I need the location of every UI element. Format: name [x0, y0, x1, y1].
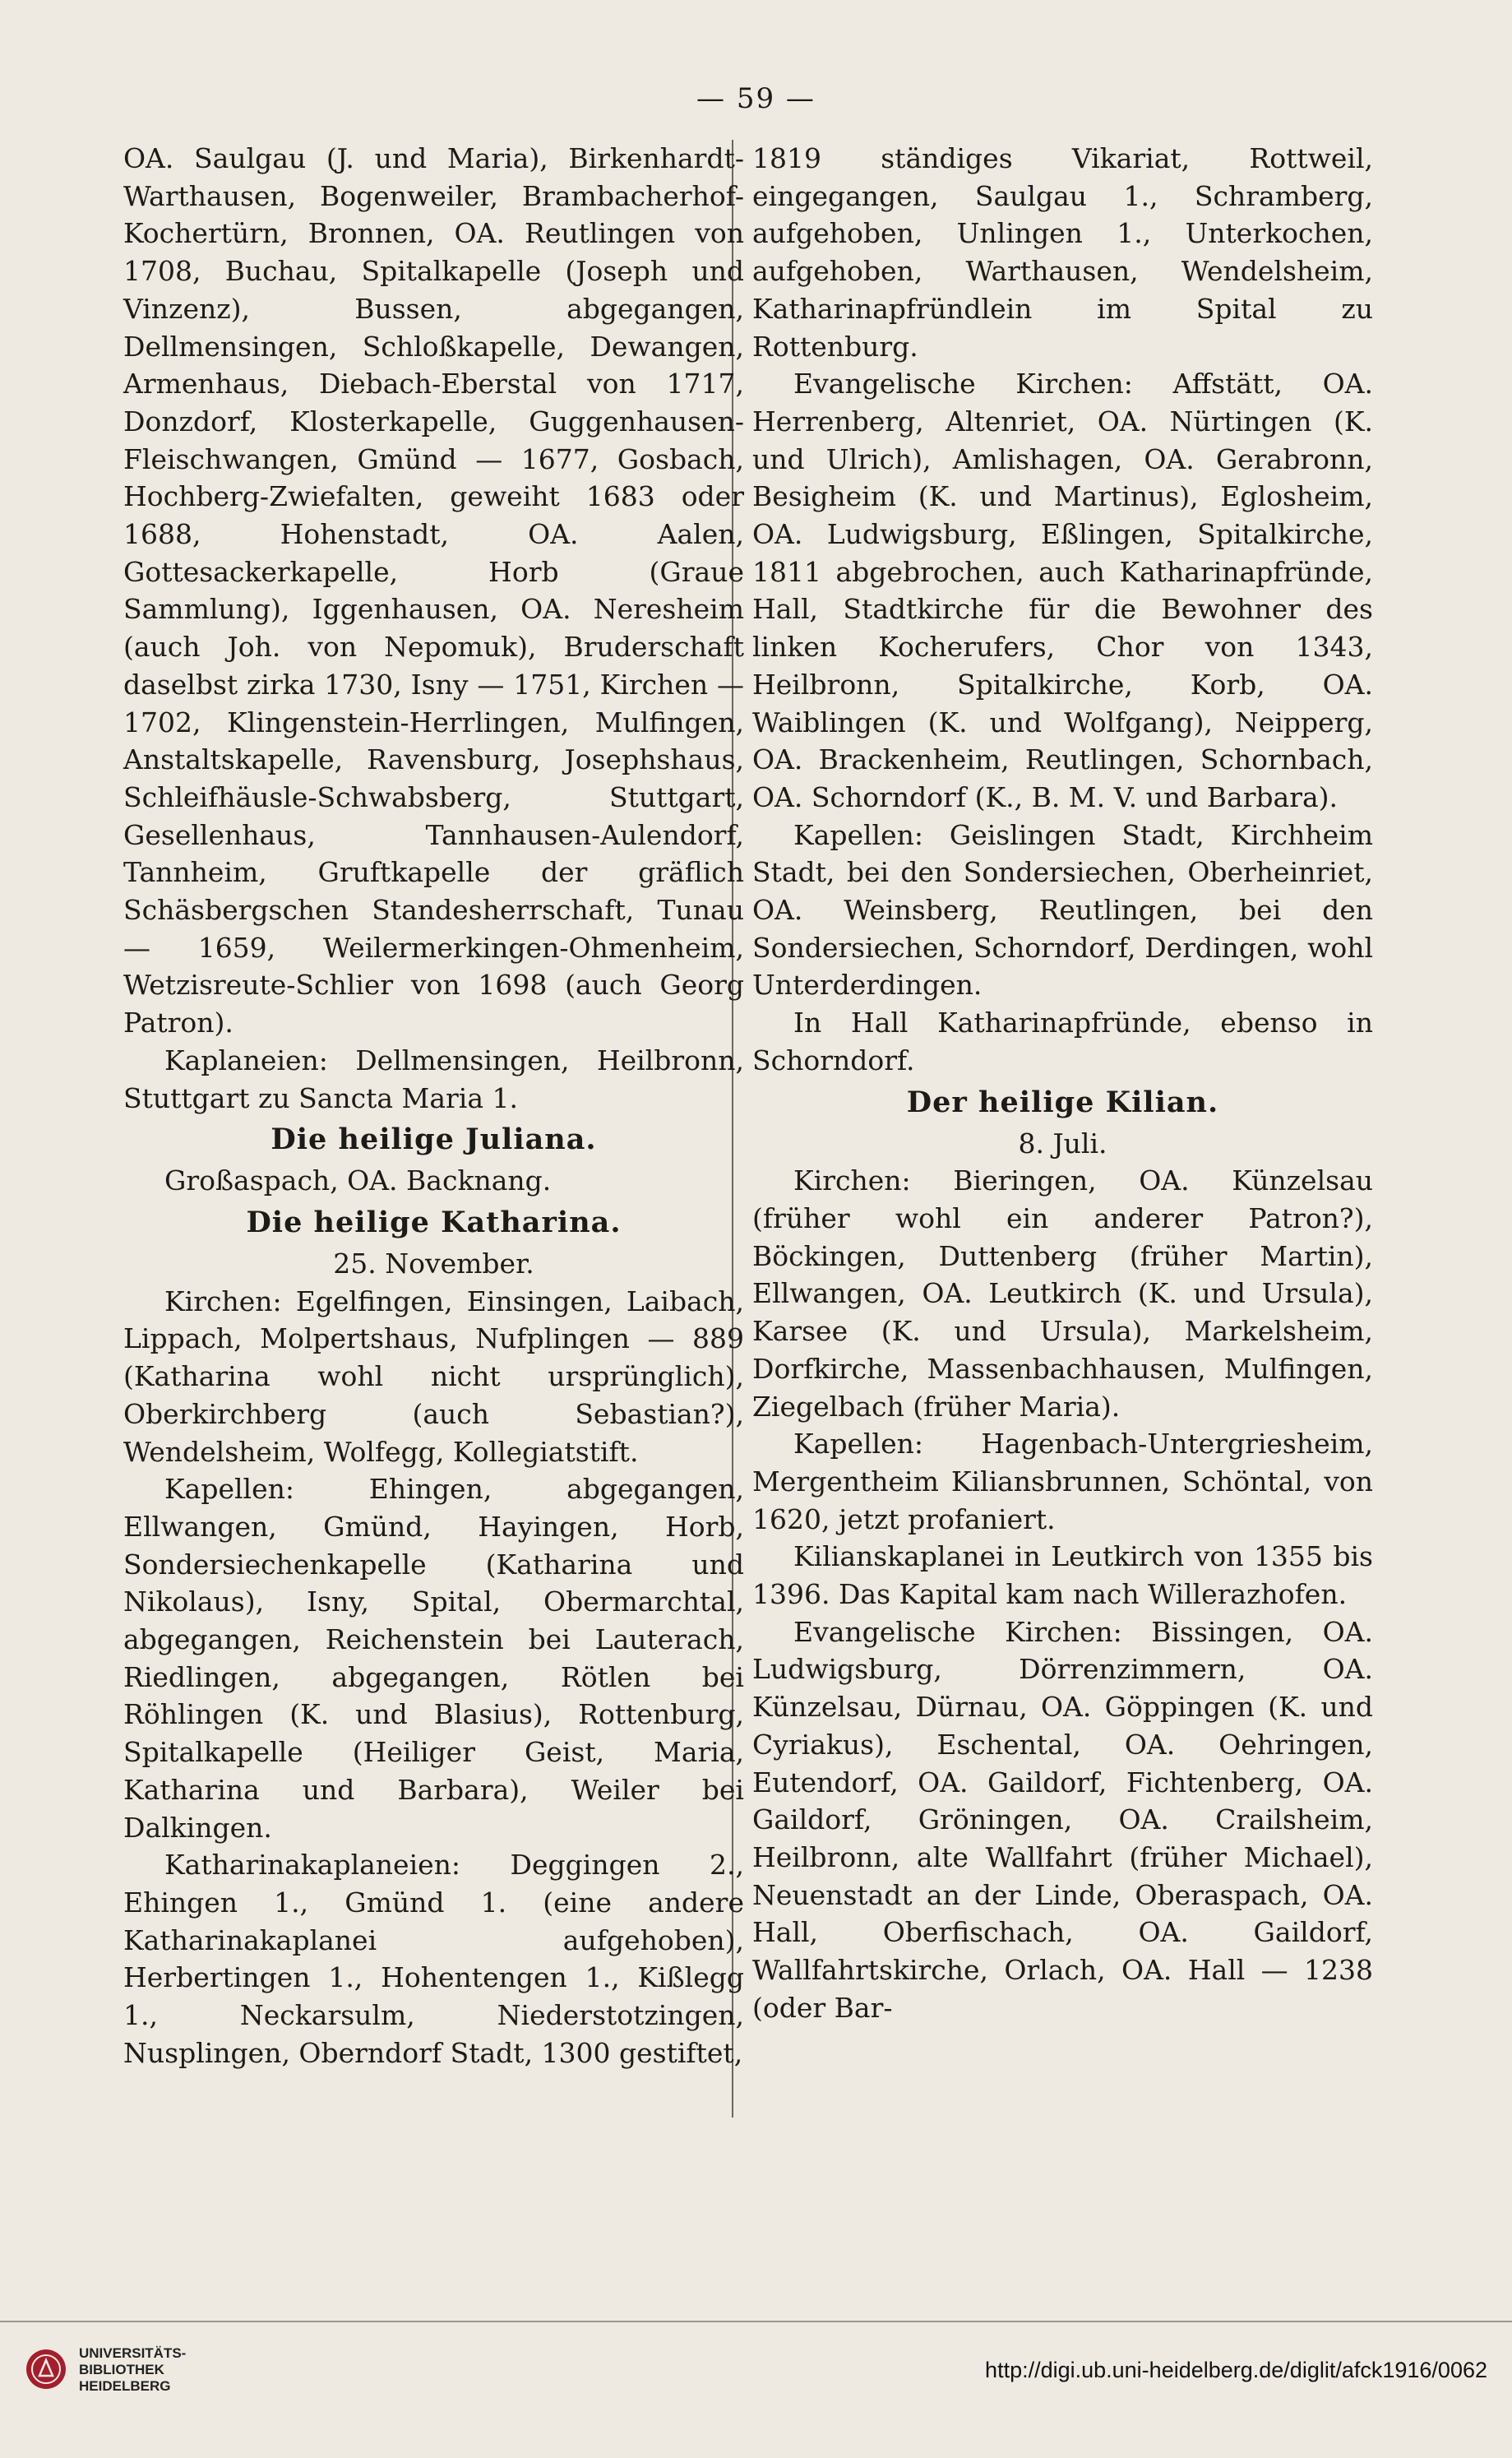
paragraph-kilian-protestant-churches: Evangelische Kirchen: Bissingen, OA. Ludwigsburg, Dörrenzimmern, OA. Künzelsau, Dürnau, OA. Göppingen (K. und Cyriakus), Eschental, OA. Oehringen, Eutendorf, OA. Gaildorf, Fichtenberg, OA. Gaildorf, Gröningen, OA. Crailsheim, Heilbronn, alte Wallfahrt (früher Michael), Neuenstadt an der Linde, Oberaspach, OA. Hall, Oberfischach, OA. Gaildorf, Wallfahrtskirche, Orlach, OA. Hall — 1238 (oder Bar- — [752, 1615, 1373, 2024]
paragraph-katharina-chapels: Kapellen: Ehingen, abgegangen, Ellwangen, Gmünd, Hayingen, Horb, Sondersiechenkapelle (Katharina und Nikolaus), Isny, Spital, Obermarchtal, abgegangen, Reichenstein bei Lauterach, Riedlingen, abgegangen, Rötlen bei Röhlingen (K. und Blasius), Rottenburg, Spitalkapelle (Heiliger Geist, Maria, Katharina und Barbara), Weiler bei Dalkingen. — [123, 1473, 744, 1844]
left-column — [123, 140, 744, 2071]
right-column — [752, 140, 1373, 2026]
library-name-line-2: BIBLIOTHEK — [79, 2362, 164, 2377]
paragraph-chaplaincies: Kaplaneien: Dellmensingen, Heilbronn, Stuttgart zu Sancta Maria 1. — [123, 1044, 744, 1114]
paragraph-protestant-churches-katharina: Evangelische Kirchen: Affstätt, OA. Herrenberg, Altenriet, OA. Nürtingen (K. und Ulrich), Amlishagen, OA. Gerabronn, Besigheim (K. und Martinus), Eglosheim, OA. Ludwigsburg, Eßlingen, Spitalkirche, 1811 abgebrochen, auch Katharinapfründe, Hall, Stadtkirche für die Bewohner des linken Kocherufers, Chor von 1343, Heilbronn, Spitalkirche, Korb, OA. Waiblingen (K. und Wolfgang), Neipperg, OA. Brackenheim, Reutlingen, Schornbach, OA. Schorndorf (K., B. M. V. und Barbara). — [752, 368, 1373, 813]
footer-rule — [0, 2321, 1512, 2322]
library-name — [79, 2345, 186, 2395]
heading-katharina: Die heilige Katharina. — [246, 1205, 622, 1239]
paragraph-juliana: Großaspach, OA. Backnang. — [164, 1164, 552, 1197]
paragraph-kilian-churches: Kirchen: Bieringen, OA. Künzelsau (früher wohl ein anderer Patron?), Böckingen, Duttenberg (früher Martin), Ellwangen, OA. Leutkirch (K. und Ursula), Karsee (K. und Ursula), Markelsheim, Dorfkirche, Massenbachhausen, Mulfingen, Ziegelbach (früher Maria). — [752, 1164, 1373, 1423]
paragraph-chapels-katharina: Kapellen: Geislingen Stadt, Kirchheim Stadt, bei den Sondersiechen, Oberheinriet, OA. Weinsberg, Reutlingen, bei den Sondersiechen, Schorndorf, Derdingen, wohl Unterderdingen. — [752, 818, 1373, 1002]
paragraph-katharina-churches: Kirchen: Egelfingen, Einsingen, Laibach, Lippach, Molpertshaus, Nufplingen — 889 (Katharina wohl nicht ursprünglich), Oberkirchberg (auch Sebastian?), Wendelsheim, Wolfegg, Kollegiatstift. — [123, 1285, 744, 1468]
paragraph-saint-list-continued: OA. Saulgau (J. und Maria), Birkenhardt-Warthausen, Bogenweiler, Brambacherhof-Kochertürn, Bronnen, OA. Reutlingen von 1708, Buchau, Spitalkapelle (Joseph und Vinzenz), Bussen, abgegangen, Dellmensingen, Schloßkapelle, Dewangen, Armenhaus, Diebach-Eberstal von 1717, Donzdorf, Klosterkapelle, Guggenhausen-Fleischwangen, Gmünd — 1677, Gosbach, Hochberg-Zwiefalten, geweiht 1683 oder 1688, Hohenstadt, OA. Aalen, Gottesackerkapelle, Horb (Graue Sammlung), Iggenhausen, OA. Neresheim (auch Joh. von Nepomuk), Bruderschaft daselbst zirka 1730, Isny — 1751, Kirchen — 1702, Klingenstein-Herrlingen, Mulfingen, Anstaltskapelle, Ravensburg, Josephshaus, Schleifhäusle-Schwabsberg, Stuttgart, Gesellenhaus, Tannhausen-Aulendorf, Tannheim, Gruftkapelle der gräflich Schäsbergschen Standesherrschaft, Tunau — 1659, Weilermerkingen-Ohmenheim, Wetzisreute-Schlier von 1698 (auch Georg Patron). — [123, 142, 744, 1039]
paragraph-benefices-katharina: In Hall Katharinapfründe, ebenso in Schorndorf. — [752, 1007, 1373, 1076]
source-url[interactable]: http://digi.ub.uni-heidelberg.de/diglit/afck1916/0062 — [985, 2358, 1487, 2382]
page-number: — 59 — — [696, 82, 816, 115]
heading-kilian: Der heilige Kilian. — [906, 1085, 1219, 1119]
feast-date-katharina: 25. November. — [333, 1247, 534, 1280]
paragraph-kilian-chaplaincy: Kilianskaplanei in Leutkirch von 1355 bis 1396. Das Kapital kam nach Willerazhofen. — [752, 1540, 1373, 1611]
library-seal-icon — [25, 2348, 67, 2391]
paragraph-katharina-chaplaincies: Katharinakaplaneien: Deggingen 2., Ehingen 1., Gmünd 1. (eine andere Katharinakaplanei aufgehoben), Herbertingen 1., Hohentengen 1., Kißlegg 1., Neckarsulm, Niederstotzingen, Nusplingen, Oberndorf Stadt, 1300 gestiftet, — [123, 1849, 744, 2069]
paragraph-kilian-chapels: Kapellen: Hagenbach-Untergriesheim, Mergentheim Kiliansbrunnen, Schöntal, von 1620, jetzt profaniert. — [752, 1428, 1373, 1535]
heading-juliana: Die heilige Juliana. — [270, 1123, 597, 1157]
library-name-line-3: HEIDELBERG — [79, 2378, 171, 2394]
paragraph-chaplaincies-continued: 1819 ständiges Vikariat, Rottweil, eingegangen, Saulgau 1., Schramberg, aufgehoben, Unlingen 1., Unterkochen, aufgehoben, Warthausen, Wendelsheim, Katharinapfründlein im Spital zu Rottenburg. — [752, 142, 1373, 363]
feast-date-kilian: 8. Juli. — [1018, 1127, 1107, 1160]
library-name-line-1: UNIVERSITÄTS- — [79, 2345, 187, 2361]
